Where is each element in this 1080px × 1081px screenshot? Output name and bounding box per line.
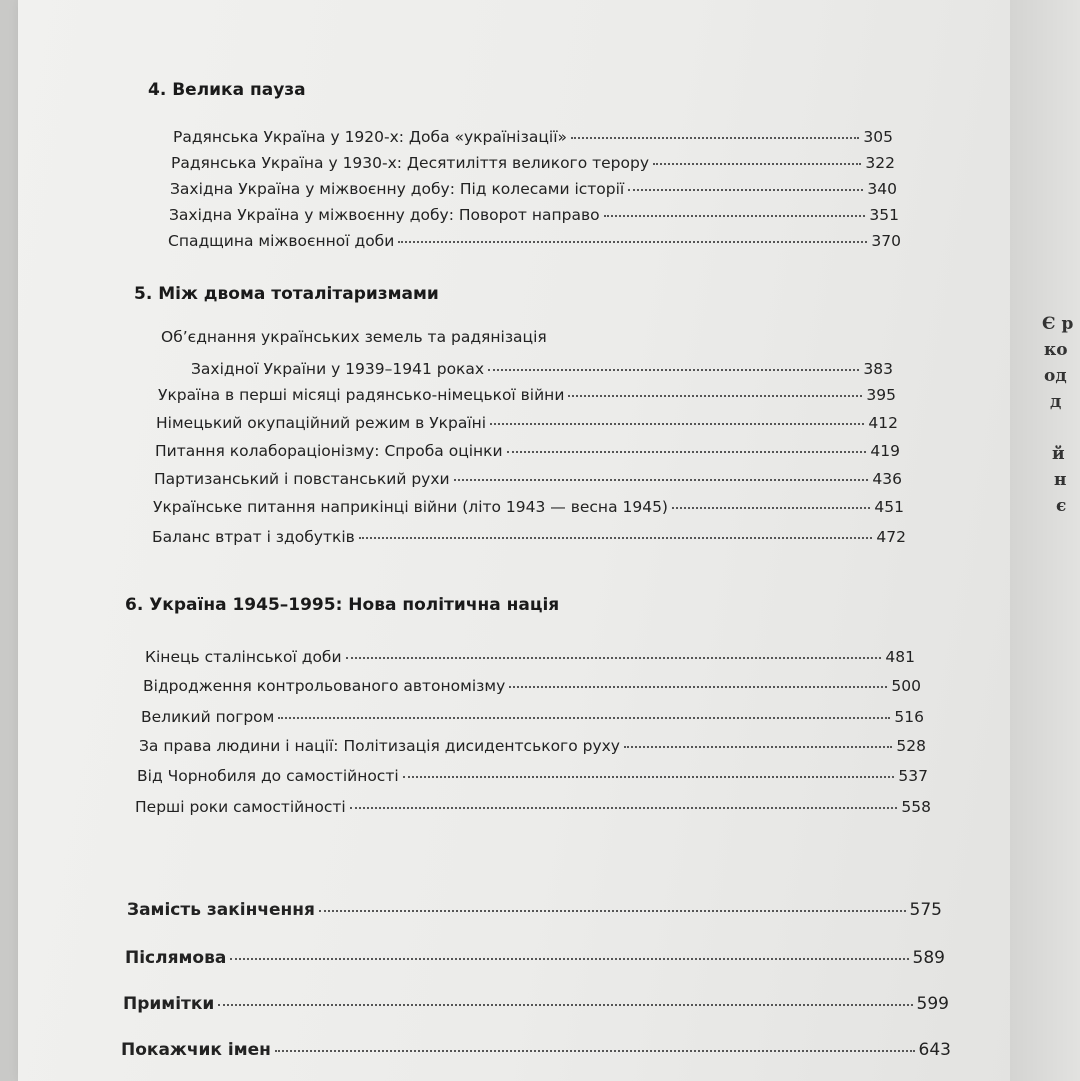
toc-back-entry[interactable] <box>127 900 942 920</box>
toc-entry-title: Партизанський і повстанський рухи <box>154 470 450 488</box>
toc-entry-title: Радянська Україна у 1920-х: Доба «українізації» <box>173 128 568 146</box>
section-heading-5: 5. Між двома тоталітаризмами <box>134 284 439 304</box>
toc-entry[interactable] <box>173 128 893 146</box>
toc-entry[interactable] <box>170 180 897 198</box>
toc-entry-page: 575 <box>909 900 942 920</box>
dot-leader <box>672 507 870 509</box>
dot-leader <box>653 163 861 165</box>
dot-leader <box>275 1050 915 1052</box>
dot-leader <box>398 241 867 243</box>
toc-entry[interactable] <box>152 528 906 546</box>
dot-leader <box>230 958 908 960</box>
toc-entry-title: Західної України у 1939–1941 роках <box>191 360 485 378</box>
dot-leader <box>359 537 873 539</box>
edge-text: є <box>1056 496 1067 516</box>
toc-entry-page: 322 <box>865 154 895 172</box>
dot-leader <box>507 451 867 453</box>
toc-entry[interactable] <box>135 798 931 816</box>
toc-entry[interactable] <box>145 648 915 666</box>
toc-entry-title: Німецький окупаційний режим в Україні <box>156 414 487 432</box>
toc-entry-page: 351 <box>869 206 899 224</box>
dot-leader <box>403 776 895 778</box>
toc-entry-title: Відродження контрольованого автономізму <box>143 677 506 695</box>
toc-back-entry[interactable] <box>125 948 945 968</box>
section-heading-6: 6. Україна 1945–1995: Нова політична нація <box>125 595 560 615</box>
toc-entry[interactable] <box>171 154 895 172</box>
toc-entry-title: Перші роки самостійності <box>135 798 346 816</box>
toc-entry[interactable] <box>141 708 924 726</box>
toc-entry[interactable] <box>168 232 901 250</box>
toc-entry-title: Західна Україна у міжвоєнну добу: Під колесами історії <box>170 180 625 198</box>
dot-leader <box>319 910 906 912</box>
toc-entry-title: Примітки <box>123 994 215 1014</box>
dot-leader <box>218 1004 912 1006</box>
toc-entry-title: Замість закінчення <box>127 900 315 920</box>
dot-leader <box>509 686 887 688</box>
adjacent-page-edge <box>1010 0 1080 1081</box>
toc-entry[interactable] <box>161 328 547 346</box>
table-of-contents <box>18 0 1018 1081</box>
section-heading-4: 4. Велика пауза <box>148 80 306 100</box>
toc-entry-page: 412 <box>868 414 898 432</box>
toc-entry-page: 500 <box>891 677 921 695</box>
toc-entry-page: 383 <box>863 360 893 378</box>
toc-entry-title: За права людини і нації: Політизація дисидентського руху <box>139 737 620 755</box>
dot-leader <box>278 717 890 719</box>
toc-entry-page: 370 <box>871 232 901 250</box>
dot-leader <box>490 423 864 425</box>
toc-entry-title: Західна Україна у міжвоєнну добу: Поворот направо <box>169 206 600 224</box>
toc-entry[interactable] <box>191 360 893 378</box>
toc-entry-page: 643 <box>918 1040 951 1060</box>
toc-entry-title: Питання колабораціонізму: Спроба оцінки <box>155 442 503 460</box>
dot-leader <box>604 215 866 217</box>
toc-entry-title: Українське питання наприкінці війни (літо 1943 — весна 1945) <box>153 498 668 516</box>
toc-entry-page: 305 <box>863 128 893 146</box>
toc-entry-page: 528 <box>896 737 926 755</box>
dot-leader <box>568 395 862 397</box>
toc-entry-title: Великий погром <box>141 708 275 726</box>
toc-entry-page: 599 <box>916 994 949 1014</box>
edge-text: д <box>1050 392 1062 412</box>
toc-entry[interactable] <box>155 442 900 460</box>
toc-entry-page: 451 <box>874 498 904 516</box>
toc-entry-page: 537 <box>898 767 928 785</box>
toc-entry-page: 481 <box>885 648 915 666</box>
dot-leader <box>350 807 898 809</box>
toc-entry[interactable] <box>158 386 896 404</box>
toc-entry-page: 436 <box>872 470 902 488</box>
toc-entry-title: Кінець сталінської доби <box>145 648 342 666</box>
toc-entry-page: 472 <box>876 528 906 546</box>
toc-entry-page: 558 <box>901 798 931 816</box>
dot-leader <box>488 369 859 371</box>
dot-leader <box>346 657 882 659</box>
edge-text: н <box>1054 470 1067 490</box>
toc-entry[interactable] <box>139 737 926 755</box>
dot-leader <box>454 479 869 481</box>
toc-entry[interactable] <box>154 470 902 488</box>
edge-text: й <box>1052 444 1065 464</box>
toc-entry[interactable] <box>153 498 904 516</box>
toc-entry-page: 419 <box>870 442 900 460</box>
toc-entry-title: Від Чорнобиля до самостійності <box>137 767 399 785</box>
dot-leader <box>624 746 892 748</box>
edge-text: ко <box>1044 340 1068 360</box>
toc-entry-title: Об’єднання українських земель та радянізація <box>161 328 547 346</box>
toc-entry[interactable] <box>143 677 921 695</box>
toc-entry-page: 395 <box>866 386 896 404</box>
toc-entry-title: Спадщина міжвоєнної доби <box>168 232 395 250</box>
toc-entry[interactable] <box>137 767 928 785</box>
toc-entry-title: Радянська Україна у 1930-х: Десятиліття великого терору <box>171 154 650 172</box>
toc-entry-title: Покажчик імен <box>121 1040 271 1060</box>
toc-entry-title: Післямова <box>125 948 227 968</box>
toc-entry-page: 340 <box>867 180 897 198</box>
edge-text: од <box>1044 366 1067 386</box>
toc-entry[interactable] <box>156 414 898 432</box>
dot-leader <box>571 137 859 139</box>
toc-back-entry[interactable] <box>121 1040 951 1060</box>
toc-entry-page: 516 <box>894 708 924 726</box>
toc-entry-page: 589 <box>912 948 945 968</box>
toc-entry-title: Баланс втрат і здобутків <box>152 528 355 546</box>
book-page <box>18 0 1018 1081</box>
toc-entry[interactable] <box>169 206 899 224</box>
dot-leader <box>628 189 863 191</box>
toc-entry-title: Україна в перші місяці радянсько-німецької війни <box>158 386 565 404</box>
toc-back-entry[interactable] <box>123 994 949 1014</box>
edge-text: Є р <box>1042 314 1074 334</box>
